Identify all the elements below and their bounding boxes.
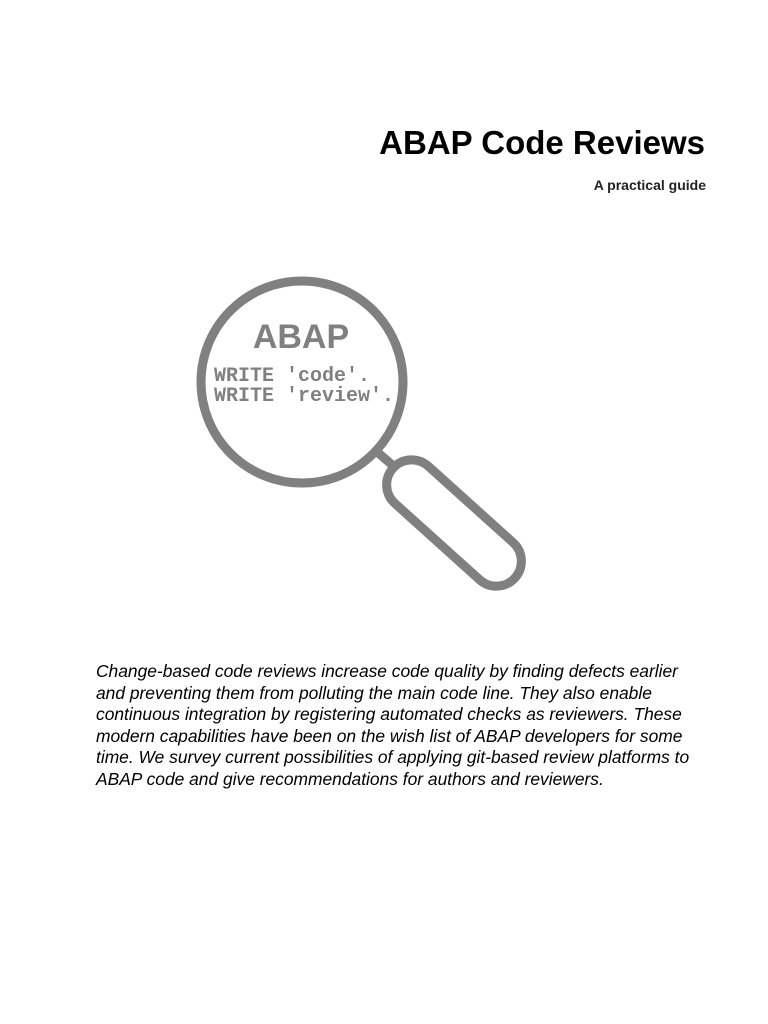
page-title: ABAP Code Reviews bbox=[379, 124, 705, 161]
lens-heading: ABAP bbox=[252, 318, 350, 356]
page-subtitle: A practical guide bbox=[593, 177, 706, 193]
code-line-2: WRITE 'review'. bbox=[214, 385, 395, 408]
code-line-1: WRITE 'code'. bbox=[214, 365, 371, 388]
magnifying-glass-icon bbox=[180, 270, 540, 600]
abstract-text: Change-based code reviews increase code quality by finding defects earlier and preventing them from polluting the main code line. They also enable continuous integration by registering automated checks as reviewers. These modern capabilities have been on the wish list of ABAP developers for some time. We survey current possibilities of applying git-based review platforms to ABAP code and give recommendations for authors and reviewers. bbox=[96, 661, 690, 789]
magnifier-handle bbox=[376, 450, 531, 597]
